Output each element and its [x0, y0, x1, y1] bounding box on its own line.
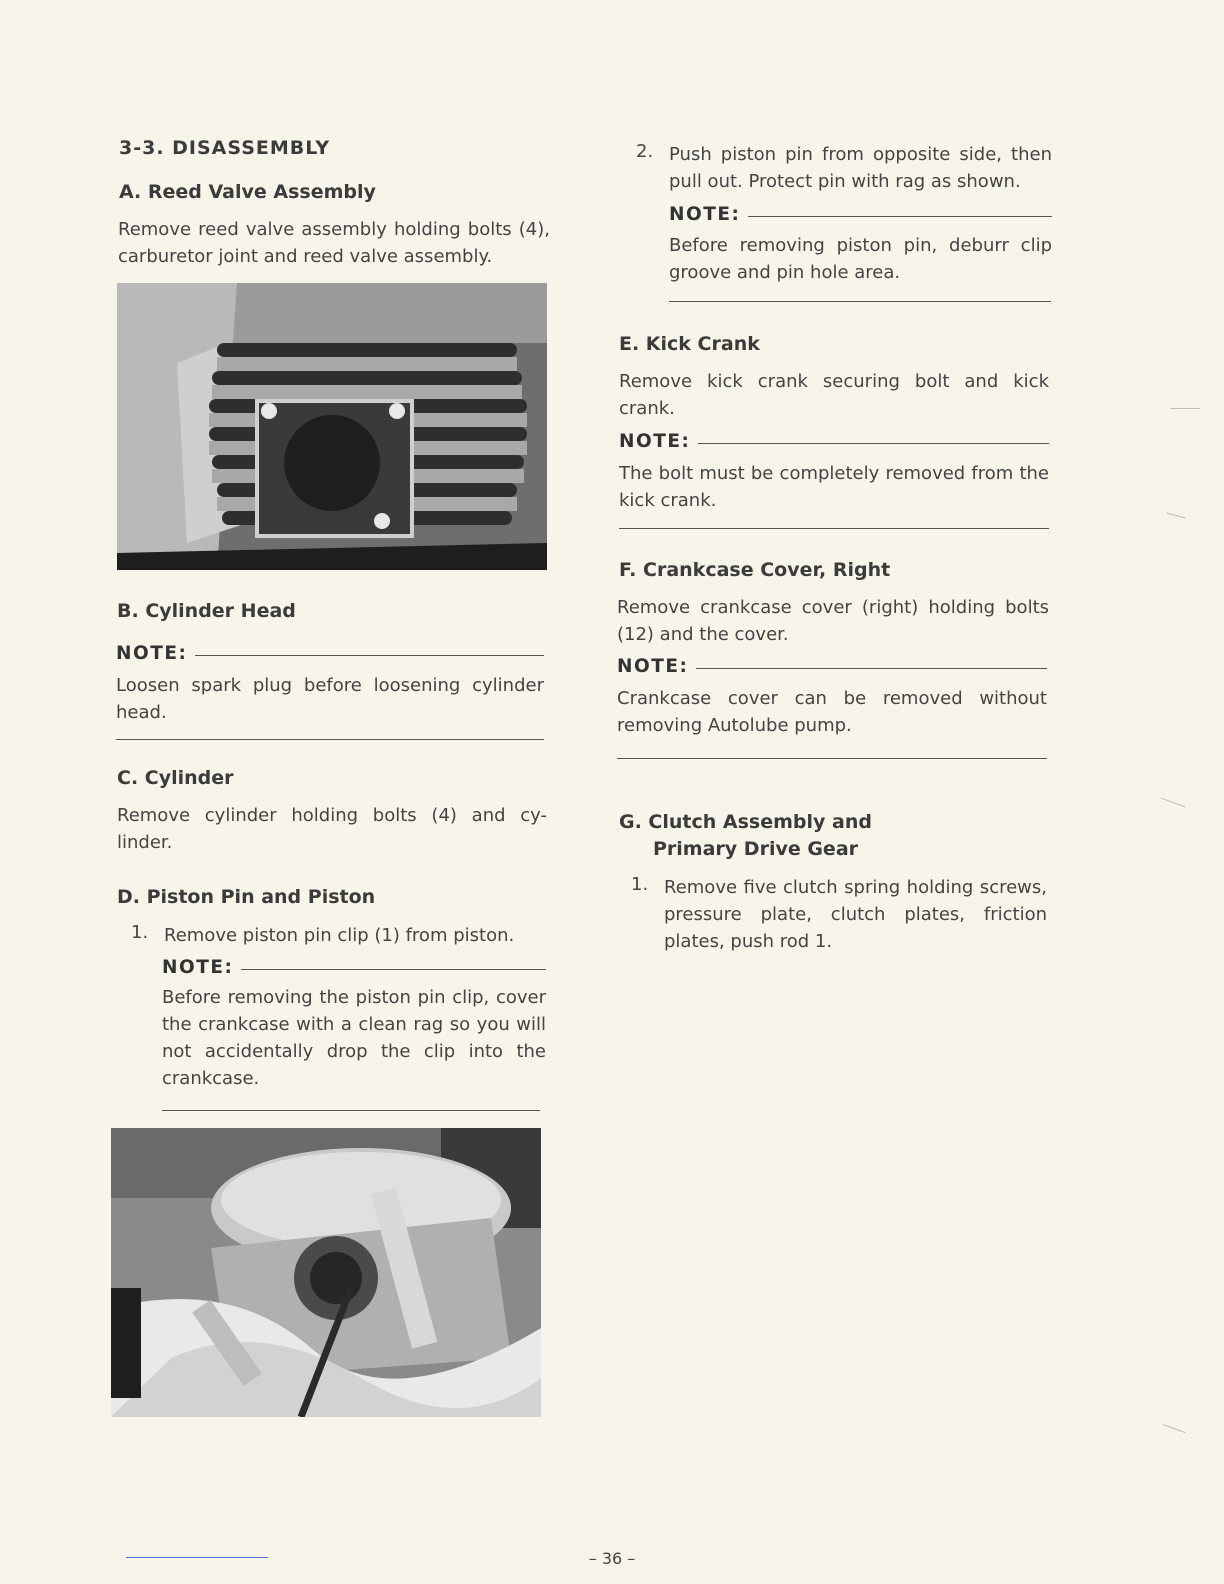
- note-end-rule: [619, 528, 1049, 529]
- note-piston-clip-text: Before removing the piston pin clip, cover the crankcase with a clean rag so you will not accidentally drop the clip into the crankcase.: [162, 987, 546, 1089]
- heading-cylinder-head: B. Cylinder Head: [117, 600, 296, 622]
- note-crankcase-cover-text: Crankcase cover can be removed without removing Autolube pump.: [617, 688, 1047, 736]
- note-rule: [696, 668, 1047, 669]
- crankcase-cover-text: Remove crankcase cover (right) holding bolts (12) and the cover.: [617, 597, 1049, 645]
- note-label: NOTE:: [116, 643, 188, 664]
- step-number: 1.: [631, 874, 649, 895]
- note-kick-crank: [619, 431, 1049, 452]
- heading-clutch-line2: Primary Drive Gear: [653, 838, 859, 860]
- piston-pin-photo: [111, 1128, 541, 1417]
- note-rule: [698, 443, 1049, 444]
- note-crankcase-cover: [617, 656, 1047, 677]
- scan-mark: [1161, 798, 1186, 808]
- footer-line: [126, 1557, 268, 1558]
- heading-reed-valve: A. Reed Valve Assembly: [119, 181, 376, 203]
- cylinder-head-photo-drawing: [117, 283, 547, 570]
- note-label: NOTE:: [162, 957, 234, 978]
- scan-mark: [1170, 408, 1200, 409]
- heading-clutch-line1: G. Clutch Assembly and: [619, 811, 872, 833]
- heading-piston: D. Piston Pin and Piston: [117, 886, 376, 908]
- note-rule: [195, 655, 544, 656]
- note-cylinder-head: [116, 643, 544, 664]
- piston-pin-photo-drawing: [111, 1128, 541, 1417]
- note-end-rule: [116, 739, 544, 740]
- note-end-rule: [162, 1110, 540, 1111]
- cylinder-head-photo: [117, 283, 547, 570]
- note-end-rule: [617, 758, 1047, 759]
- reed-valve-text: Remove reed valve assembly holding bolts (4), carburetor joint and reed valve assembly.: [118, 219, 550, 267]
- scan-mark: [1166, 512, 1186, 518]
- note-label: NOTE:: [617, 656, 689, 677]
- kick-crank-text: Remove kick crank securing bolt and kick crank.: [619, 371, 1049, 419]
- heading-cylinder: C. Cylinder: [117, 767, 234, 789]
- note-kick-crank-text: The bolt must be completely removed from the kick crank.: [619, 463, 1049, 511]
- clutch-step1-text: Remove five clutch spring holding screws, pressure plate, clutch plates, friction plates, push rod 1.: [664, 877, 1047, 952]
- note-end-rule: [669, 301, 1051, 302]
- note-label: NOTE:: [619, 431, 691, 452]
- step-number: 2.: [636, 141, 654, 162]
- piston-step2-text: Push piston pin from opposite side, then pull out. Protect pin with rag as shown.: [669, 144, 1052, 192]
- heading-kick-crank: E. Kick Crank: [619, 333, 760, 355]
- note-piston-pin: [669, 204, 1052, 225]
- cylinder-text: Remove cylinder holding bolts (4) and cy-linder.: [117, 805, 547, 853]
- note-cylinder-head-text: Loosen spark plug before loosening cylinder head.: [116, 675, 544, 723]
- piston-step1-text: Remove piston pin clip (1) from piston.: [164, 925, 515, 946]
- step-number: 1.: [131, 922, 149, 943]
- note-rule: [748, 216, 1052, 217]
- section-title: 3-3. DISASSEMBLY: [119, 137, 331, 159]
- note-rule: [241, 969, 546, 970]
- scan-mark: [1163, 1424, 1186, 1433]
- note-piston-clip: [162, 957, 546, 978]
- heading-crankcase-cover: F. Crankcase Cover, Right: [619, 559, 891, 581]
- note-piston-pin-text: Before removing piston pin, deburr clip groove and pin hole area.: [669, 235, 1052, 283]
- page-number: – 36 –: [588, 1549, 636, 1568]
- note-label: NOTE:: [669, 204, 741, 225]
